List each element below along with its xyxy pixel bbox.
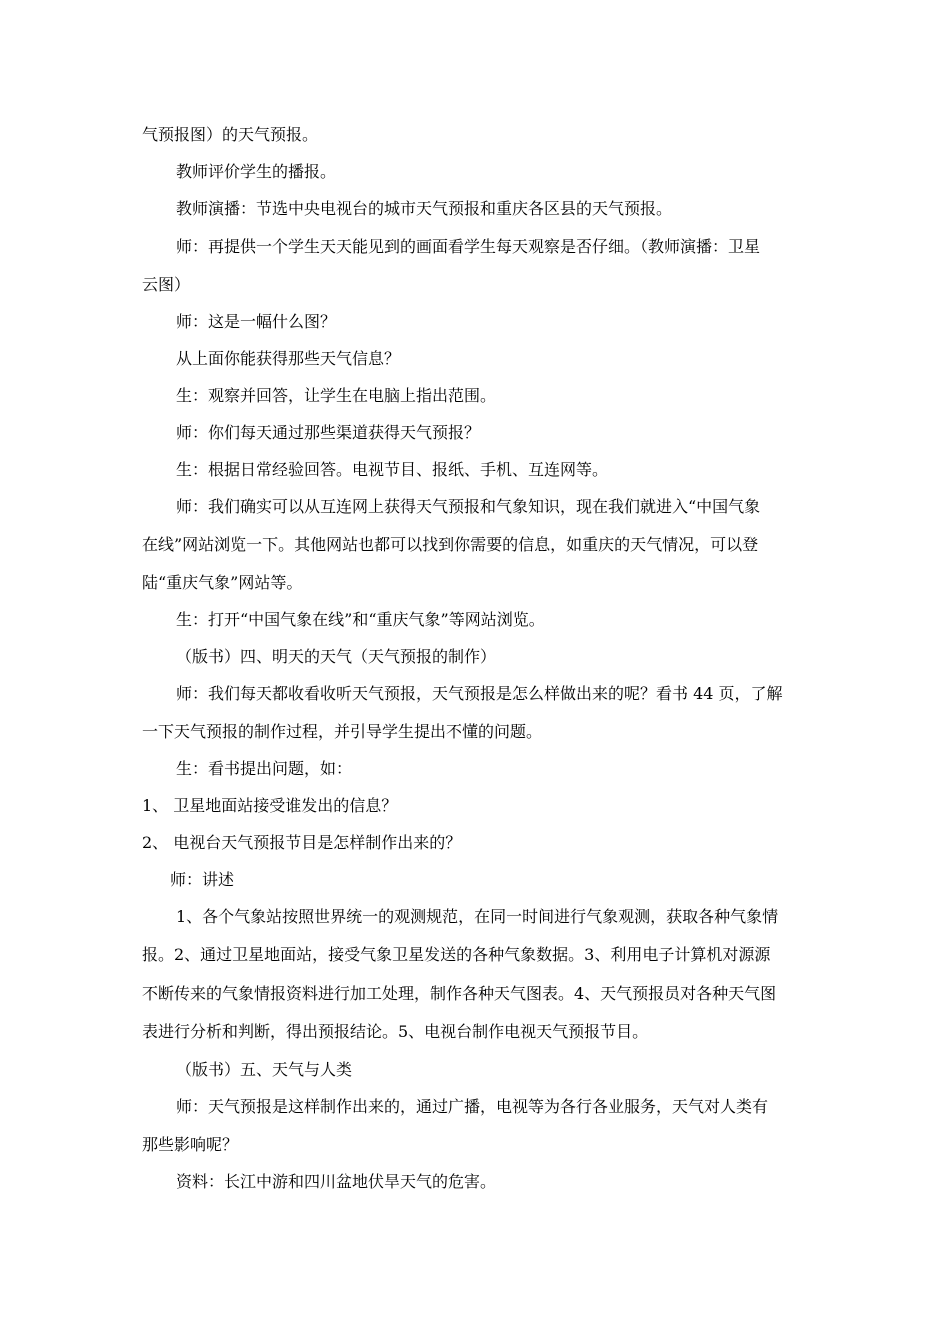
text-line: 陆“重庆气象”网站等。: [142, 573, 303, 592]
text-line: 不断传来的气象情报资料进行加工处理，制作各种天气图表。4、天气预报员对各种天气图: [142, 984, 777, 1003]
text-line: 教师演播：节选中央电视台的城市天气预报和重庆各区县的天气预报。: [176, 199, 673, 218]
text-line: 生：观察并回答，让学生在电脑上指出范围。: [176, 386, 497, 405]
text-line: （版书）五、天气与人类: [176, 1060, 353, 1079]
text-line: 报。2、通过卫星地面站，接受气象卫星发送的各种气象数据。3、利用电子计算机对源源: [142, 945, 771, 964]
text-line: （版书）四、明天的天气（天气预报的制作）: [176, 647, 497, 666]
text-line: 师：你们每天通过那些渠道获得天气预报？: [176, 423, 481, 442]
text-line: 生：打开“中国气象在线”和“重庆气象”等网站浏览。: [176, 610, 545, 629]
text-line: 教师评价学生的播报。: [176, 162, 337, 181]
text-line: 一下天气预报的制作过程，并引导学生提出不懂的问题。: [142, 722, 543, 741]
text-line: 表进行分析和判断，得出预报结论。5、电视台制作电视天气预报节目。: [142, 1022, 649, 1041]
text-line: 那些影响呢？: [142, 1135, 239, 1154]
text-line: 2、 电视台天气预报节目是怎样制作出来的？: [142, 833, 462, 852]
text-line: 气预报图）的天气预报。: [142, 125, 319, 144]
text-line: 从上面你能获得那些天气信息？: [176, 349, 401, 368]
text-line: 师：讲述: [170, 870, 235, 889]
text-line: 云图）: [142, 275, 191, 294]
text-line: 师：我们每天都收看收听天气预报，天气预报是怎么样做出来的呢？看书 44 页，了解: [176, 684, 783, 703]
text-line: 1、各个气象站按照世界统一的观测规范，在同一时间进行气象观测，获取各种气象情: [176, 907, 779, 926]
text-line: 师：我们确实可以从互连网上获得天气预报和气象知识，现在我们就进入“中国气象: [176, 497, 761, 516]
text-line: 在线”网站浏览一下。其他网站也都可以找到你需要的信息，如重庆的天气情况，可以登: [142, 535, 759, 554]
text-line: 师：再提供一个学生天天能见到的画面看学生每天观察是否仔细。（教师演播：卫星: [176, 237, 761, 256]
text-line: 生：看书提出问题，如：: [176, 759, 353, 778]
text-line: 1、 卫星地面站接受谁发出的信息？: [142, 796, 398, 815]
text-line: 资料：长江中游和四川盆地伏旱天气的危害。: [176, 1172, 497, 1191]
text-line: 师：这是一幅什么图？: [176, 312, 337, 331]
text-line: 生：根据日常经验回答。电视节目、报纸、手机、互连网等。: [176, 460, 609, 479]
text-line: 师：天气预报是这样制作出来的，通过广播，电视等为各行各业服务，天气对人类有: [176, 1097, 769, 1116]
